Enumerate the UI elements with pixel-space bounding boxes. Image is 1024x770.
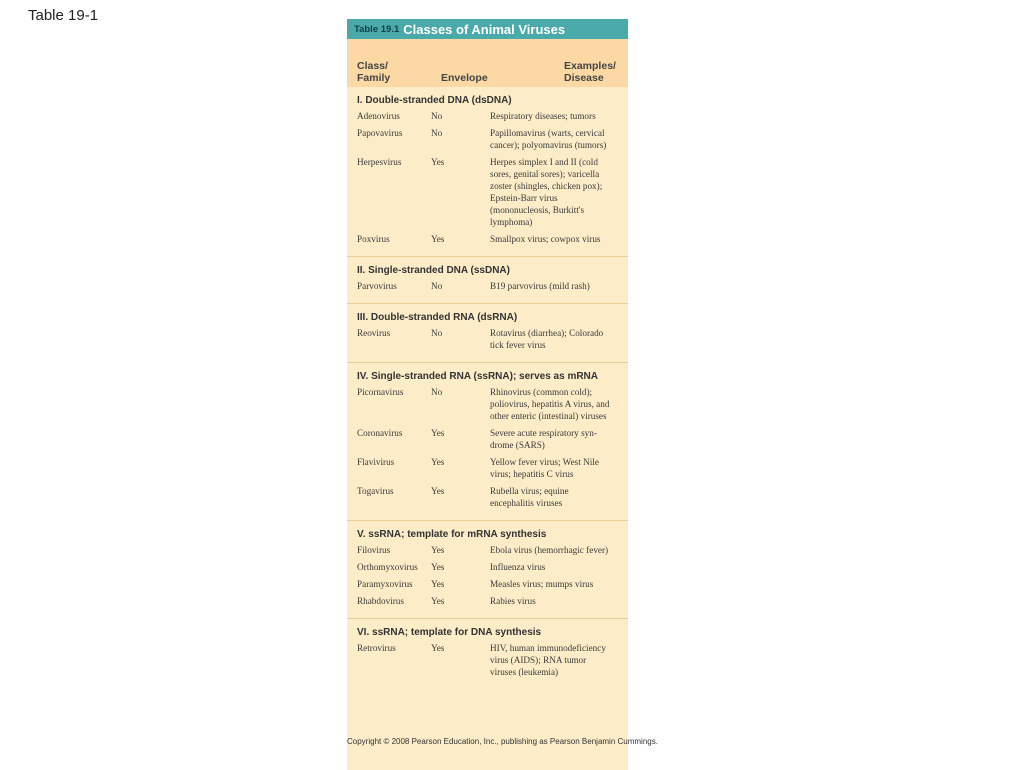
- header-class-line2: Family: [357, 72, 391, 84]
- header-examples-line2: Disease: [564, 72, 604, 84]
- envelope-cell: Yes: [431, 457, 445, 467]
- table-number: Table 19.1: [354, 23, 400, 35]
- examples-disease-cell: HIV, human immunodeficiency virus (AIDS); RNA tumor viruses (leukemia): [490, 643, 606, 677]
- table-row: [347, 110, 628, 127]
- examples-disease-cell: Smallpox virus; cowpox virus: [490, 234, 601, 244]
- table-section: [347, 363, 628, 521]
- table-body: [347, 87, 628, 770]
- virus-family-cell: Picornavirus: [357, 387, 404, 397]
- envelope-cell: Yes: [431, 157, 445, 167]
- envelope-cell: No: [431, 281, 443, 291]
- table-section: [347, 87, 628, 257]
- section-title: IV. Single-stranded RNA (ssRNA); serves as mRNA: [357, 371, 598, 382]
- table-row: [347, 578, 628, 595]
- envelope-cell: No: [431, 128, 443, 138]
- header-class-line1: Class/: [357, 60, 388, 72]
- copyright-notice: Copyright © 2008 Pearson Education, Inc., publishing as Pearson Benjamin Cummings.: [347, 737, 658, 746]
- virus-family-cell: Coronavirus: [357, 428, 403, 438]
- examples-disease-cell: Influenza virus: [490, 562, 546, 572]
- envelope-cell: No: [431, 328, 443, 338]
- envelope-cell: Yes: [431, 596, 445, 606]
- table-header: [347, 39, 628, 87]
- table-title: Classes of Animal Viruses: [403, 21, 566, 37]
- virus-family-cell: Poxvirus: [357, 234, 390, 244]
- table-title-bar: [347, 19, 628, 39]
- virus-family-cell: Flavivirus: [357, 457, 395, 467]
- virus-family-cell: Reovirus: [357, 328, 391, 338]
- virus-family-cell: Retrovirus: [357, 643, 396, 653]
- virus-family-cell: Rhabdovirus: [357, 596, 404, 606]
- table-row: [347, 127, 628, 156]
- virus-family-cell: Filovirus: [357, 545, 391, 555]
- table-section: [347, 304, 628, 363]
- table-row: [347, 595, 628, 612]
- table-section: [347, 521, 628, 619]
- table-section: [347, 619, 628, 689]
- table-row: [347, 561, 628, 578]
- examples-disease-cell: Rubella virus; equine encephalitis viruses: [490, 486, 569, 508]
- header-class-family: [357, 60, 390, 84]
- envelope-cell: No: [431, 111, 443, 121]
- envelope-cell: Yes: [431, 545, 445, 555]
- table-row: [347, 427, 628, 456]
- virus-family-cell: Parvovirus: [357, 281, 397, 291]
- section-title: II. Single-stranded DNA (ssDNA): [357, 265, 510, 276]
- virus-family-cell: Papovavirus: [357, 128, 403, 138]
- table-row: [347, 456, 628, 485]
- envelope-cell: Yes: [431, 428, 445, 438]
- table-row: [347, 386, 628, 427]
- virus-classes-table: [347, 19, 628, 770]
- envelope-cell: Yes: [431, 486, 445, 496]
- section-title: III. Double-stranded RNA (dsRNA): [357, 312, 518, 323]
- examples-disease-cell: Respiratory diseases; tumors: [490, 111, 596, 121]
- examples-disease-cell: B19 parvovirus (mild rash): [490, 281, 590, 291]
- envelope-cell: No: [431, 387, 443, 397]
- slide-label: Table 19-1: [28, 7, 99, 24]
- virus-family-cell: Adenovirus: [357, 111, 400, 121]
- section-title: V. ssRNA; template for mRNA synthesis: [357, 529, 547, 540]
- virus-family-cell: Togavirus: [357, 486, 394, 496]
- table-row: [347, 485, 628, 514]
- table-row: [347, 327, 628, 356]
- table-row: [347, 156, 628, 233]
- examples-disease-cell: Rotavirus (diarrhea); Colorado tick fever virus: [490, 328, 604, 350]
- examples-disease-cell: Severe acute respiratory syn-drome (SARS): [490, 428, 597, 450]
- section-title: I. Double-stranded DNA (dsDNA): [357, 95, 512, 106]
- virus-family-cell: Orthomyxovirus: [357, 562, 418, 572]
- examples-disease-cell: Ebola virus (hemorrhagic fever): [490, 545, 609, 555]
- examples-disease-cell: Papillomavirus (warts, cervical cancer); polyomavirus (tumors): [490, 128, 607, 150]
- virus-family-cell: Herpesvirus: [357, 157, 402, 167]
- header-envelope: Envelope: [441, 72, 488, 84]
- table-section: [347, 257, 628, 304]
- examples-disease-cell: Herpes simplex I and II (cold sores, genital sores); varicella zoster (shingles, chicken pox); Epstein-Barr virus (mononucleosis, Burkitt's lymphoma): [490, 157, 603, 227]
- table-row: [347, 642, 628, 683]
- table-row: [347, 233, 628, 250]
- examples-disease-cell: Measles virus; mumps virus: [490, 579, 594, 589]
- table-row: [347, 280, 628, 297]
- envelope-cell: Yes: [431, 579, 445, 589]
- virus-family-cell: Paramyxovirus: [357, 579, 413, 589]
- envelope-cell: Yes: [431, 234, 445, 244]
- header-examples-disease: [564, 60, 616, 84]
- envelope-cell: Yes: [431, 643, 445, 653]
- header-examples-line1: Examples/: [564, 60, 616, 72]
- section-title: VI. ssRNA; template for DNA synthesis: [357, 627, 542, 638]
- examples-disease-cell: Rhinovirus (common cold); poliovirus, hepatitis A virus, and other enteric (intestinal) viruses: [490, 387, 610, 421]
- examples-disease-cell: Yellow fever virus; West Nile virus; hepatitis C virus: [490, 457, 599, 479]
- table-row: [347, 544, 628, 561]
- examples-disease-cell: Rabies virus: [490, 596, 536, 606]
- envelope-cell: Yes: [431, 562, 445, 572]
